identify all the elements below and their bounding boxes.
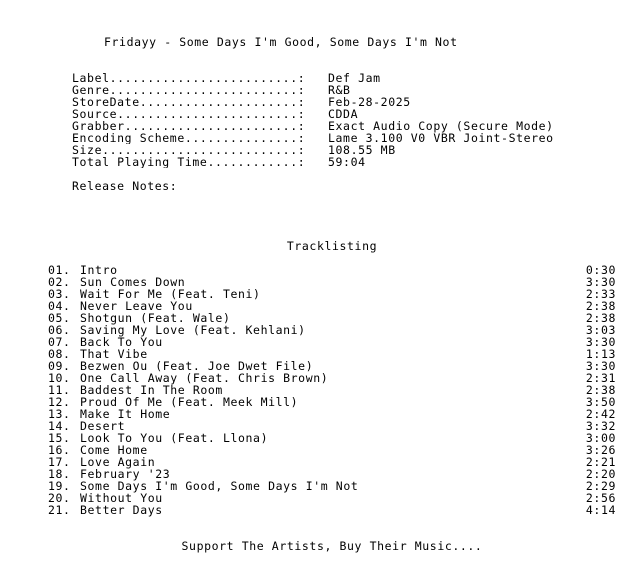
track-title: Make It Home [80,407,171,421]
info-value: Exact Audio Copy (Secure Mode) [328,119,554,133]
info-key-label: Total Playing Time [72,156,208,168]
info-value: 59:04 [328,155,366,169]
track-duration: 3:30 [585,359,616,373]
track-number: 03. [48,287,71,301]
track-title: Proud Of Me (Feat. Meek Mill) [80,395,299,409]
track-duration: 2:42 [585,407,616,421]
info-key [72,120,328,132]
track-title: Bezwen Ou (Feat. Joe Dwet File) [80,359,314,373]
track-duration: 3:30 [585,275,616,289]
nfo-document [48,36,616,552]
track-row [48,408,616,420]
tracklist [48,264,616,516]
info-key-label: Grabber [72,120,125,132]
track-title: Back To You [80,335,163,349]
track-number: 18. [48,467,71,481]
track-number: 16. [48,443,71,457]
track-title: February '23 [80,467,171,481]
track-duration: 3:50 [585,395,616,409]
dot-leader: ...............: [184,132,313,144]
info-key [72,156,328,168]
dot-leader: ..........................: [102,144,313,156]
info-value: Def Jam [328,71,381,85]
info-value: Feb-28-2025 [328,95,411,109]
track-duration: 3:30 [585,335,616,349]
footer-message: Support The Artists, Buy Their Music.... [181,539,483,553]
info-value: CDDA [328,107,359,121]
track-number: 10. [48,371,71,385]
dot-leader: ............: [207,156,313,168]
info-key [72,84,328,96]
track-number: 02. [48,275,71,289]
dot-leader: .........................: [109,72,313,84]
track-number: 12. [48,395,71,409]
info-key [72,144,328,156]
track-number: 21. [48,503,71,517]
tracklisting-heading: Tracklisting [286,239,378,253]
info-key-label: Size [72,144,103,156]
track-number: 15. [48,431,71,445]
info-value: Lame 3.100 V0 VBR Joint-Stereo [328,131,554,145]
dot-leader: .........................: [109,84,313,96]
track-title: Wait For Me (Feat. Teni) [80,287,261,301]
info-key-label: Source [72,108,118,120]
info-key-label: Genre [72,84,110,96]
info-key-label: Encoding Scheme [72,132,185,144]
release-notes-label: Release Notes: [72,179,178,193]
track-number: 09. [48,359,71,373]
track-row [48,504,616,516]
track-duration: 3:03 [585,323,616,337]
dot-leader: ........................: [117,108,313,120]
track-duration: 4:14 [585,503,616,517]
track-number: 11. [48,383,71,397]
track-title: Shotgun (Feat. Wale) [80,311,231,325]
release-title: Fridayy - Some Days I'm Good, Some Days I'm Not [104,35,458,49]
info-key [72,108,328,120]
track-number: 14. [48,419,71,433]
release-info [48,72,616,168]
track-title: Look To You (Feat. Llona) [80,431,269,445]
info-key [72,96,328,108]
track-duration: 2:20 [585,467,616,481]
track-number: 05. [48,311,71,325]
track-duration: 2:33 [585,287,616,301]
track-title: Without You [80,491,163,505]
track-title: Never Leave You [80,299,193,313]
info-value: R&B [328,83,351,97]
track-duration: 3:26 [585,443,616,457]
track-number: 17. [48,455,71,469]
track-title: Baddest In The Room [80,383,223,397]
track-number: 01. [48,263,71,277]
dot-leader: .....................: [139,96,313,108]
info-key [72,132,328,144]
track-title: Intro [80,263,118,277]
track-duration: 2:56 [585,491,616,505]
track-title: Saving My Love (Feat. Kehlani) [80,323,306,337]
track-title: Love Again [80,455,156,469]
track-title: Come Home [80,443,148,457]
track-duration: 2:21 [585,455,616,469]
info-key-label: StoreDate [72,96,140,108]
track-title: One Call Away (Feat. Chris Brown) [80,371,329,385]
track-title: That Vibe [80,347,148,361]
track-number: 19. [48,479,71,493]
track-duration: 2:38 [585,299,616,313]
info-value: 108.55 MB [328,143,396,157]
track-duration: 3:32 [585,419,616,433]
dot-leader: .......................: [124,120,313,132]
track-number: 07. [48,335,71,349]
track-title: Desert [80,419,126,433]
track-duration: 2:38 [585,311,616,325]
track-duration: 3:00 [585,431,616,445]
track-duration: 2:38 [585,383,616,397]
track-number: 04. [48,299,71,313]
track-title: Better Days [80,503,163,517]
track-number: 13. [48,407,71,421]
track-number: 20. [48,491,71,505]
info-key-label: Label [72,72,110,84]
info-key [72,72,328,84]
track-number: 08. [48,347,71,361]
track-title: Sun Comes Down [80,275,186,289]
track-title: Some Days I'm Good, Some Days I'm Not [80,479,359,493]
track-number: 06. [48,323,71,337]
track-duration: 2:31 [585,371,616,385]
track-duration: 0:30 [585,263,616,277]
track-duration: 1:13 [585,347,616,361]
info-row [48,156,616,168]
track-duration: 2:29 [585,479,616,493]
